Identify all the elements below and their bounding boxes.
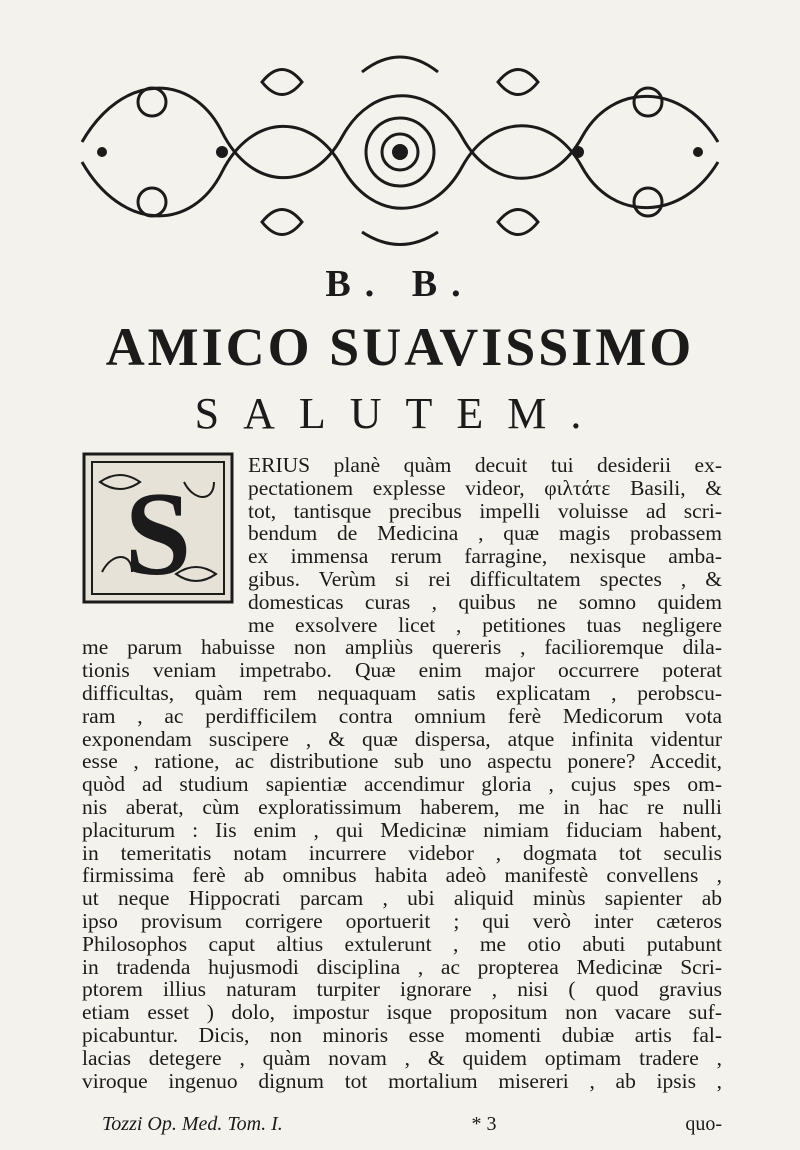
headpiece-ornament-icon [62,42,738,252]
decorated-initial [82,452,234,604]
svg-text:S: S [124,467,192,600]
text-line: placiturum : Iis enim , qui Medicinæ nimiam fiduciam habent, [82,817,722,842]
text-line: domesticas curas , quibus ne somno quidem [248,589,722,614]
text-line: gibus. Verùm si rei difficultatem spectes , & [248,567,722,591]
text-line: etiam esset ) dolo, impostur isque propositum non vacare suf- [82,1000,722,1025]
drop-cap-ornament-icon [82,452,234,604]
text-line: viroque ingenuo dignum tot mortalium misereri , ab ipsis , [82,1068,722,1093]
text-line: bendum de Medicina , quæ magis probassem [248,521,722,546]
text-line: me exsolvere licet , petitiones tuas negligere [248,612,722,637]
text-line: pectationem explesse videor, φιλτάτε Basili, & [248,475,722,500]
text-line: firmissima ferè ab omnibus habita adeò manifestè convellens , [82,863,722,888]
signature-mark: * 3 [471,1113,497,1135]
text-line: picabuntur. Dicis, non minoris esse momenti dubiæ artis fal- [82,1023,722,1047]
ornamental-headpiece [62,42,738,252]
text-line: lacias detegere , quàm novam , & quidem optimam tradere , [82,1045,722,1070]
text-line: ipso provisum corrigere oportuerit ; qui verò inter cæteros [82,909,722,933]
text-line: ERIUS planè quàm decuit tui desiderii ex- [248,453,722,477]
text-line: ram , ac perdifficilem contra omnium ferè Medicorum vota [82,703,722,728]
text-line: difficultas, quàm rem nequaquam satis explicatam , perobscu- [82,681,722,705]
text-line: esse , ratione, ac distributione sub uno aspectu ponere? Accedit, [82,749,722,774]
text-line: tot, tantisque precibus impelli voluisse ad scri- [248,498,722,523]
text-line: Philosophos caput altius extulerunt , me otio abuti putabunt [82,931,722,956]
catchword: quo- [685,1113,722,1135]
initials-heading: B. B. [325,263,475,305]
text-line: ex immensa rerum farragine, nexisque amba- [248,544,722,569]
text-line: ptorem illius naturam turpiter ignorare , nisi ( quod gravius [82,977,722,1002]
text-line: in temeritatis notam incurrere videbor , dogmata tot seculis [82,840,722,865]
text-line: nis aberat, cùm exploratissimum haberem, me in hac re nulli [82,795,722,819]
page-footer [102,1113,722,1136]
text-line: tionis veniam impetrabo. Quæ enim major occurrere poterat [82,658,722,683]
text-line: quòd ad studium sapientiæ accendimur gloria , cujus spes om- [82,772,722,797]
signature-line: Tozzi Op. Med. Tom. I. [102,1113,283,1135]
page-subtitle: SALUTEM. [194,389,606,438]
text-line: exponendam suscipere , & quæ dispersa, atque infinita videntur [82,726,722,751]
page-title: AMICO SUAVISSIMO [105,317,695,377]
text-line: ut neque Hippocrati parcam , ubi aliquid minùs sapienter ab [82,886,722,911]
text-line: in tradenda hujusmodi disciplina , ac propterea Medicinæ Scri- [82,954,722,979]
text-line: me parum habuisse non ampliùs quereris , facilioremque dila- [82,635,722,660]
